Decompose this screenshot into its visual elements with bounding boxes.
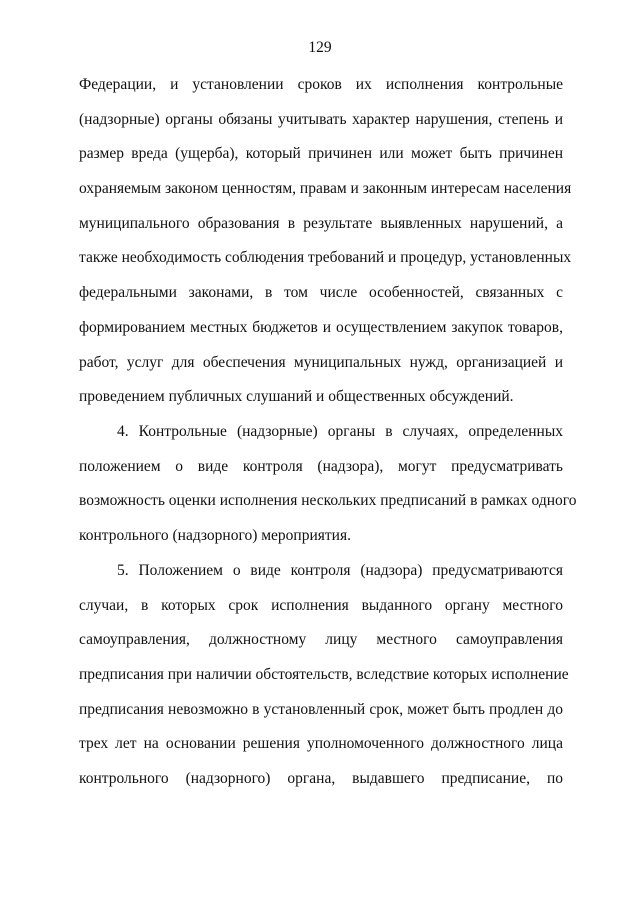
text-line: также необходимость соблюдения требований и процедур, установленных	[79, 249, 572, 267]
page-number: 129	[308, 39, 332, 56]
text-line: охраняемым законом ценностям, правам и законным интересам населения	[79, 180, 572, 198]
text-line: Федерации, и установлении сроков их исполнения контрольные	[79, 76, 563, 93]
text-line: 5. Положением о виде контроля (надзора) предусматриваются	[117, 562, 563, 579]
text-line: трех лет на основании решения уполномоченного должностного лица	[79, 735, 563, 753]
paragraph-item-4	[79, 415, 577, 554]
text-line: самоуправления, должностному лицу местного самоуправления	[79, 631, 563, 649]
text-line: предписания невозможно в установленный срок, может быть продлен до	[79, 700, 563, 718]
text-line: федеральными законами, в том числе особенностей, связанных с	[79, 284, 563, 302]
text-line: проведением публичных слушаний и общественных обсуждений.	[79, 388, 514, 406]
text-line: работ, услуг для обеспечения муниципальных нужд, организацией и	[79, 353, 563, 371]
text-line: предписания при наличии обстоятельств, вследствие которых исполнение	[79, 666, 569, 684]
paragraph-item-5	[79, 554, 569, 797]
paragraph-continuation	[79, 68, 572, 415]
text-line: муниципального образования в результате выявленных нарушений, а	[79, 214, 563, 232]
text-line: случаи, в которых срок исполнения выданного органу местного	[79, 596, 563, 614]
text-line: положением о виде контроля (надзора), могут предусматривать	[79, 457, 563, 475]
text-line: контрольного (надзорного) органа, выдавшего предписание, по	[79, 770, 563, 788]
text-line: возможность оценки исполнения нескольких предписаний в рамках одного	[79, 492, 577, 510]
text-line: (надзорные) органы обязаны учитывать характер нарушения, степень и	[79, 110, 563, 128]
text-line: формированием местных бюджетов и осуществлением закупок товаров,	[79, 318, 563, 336]
text-line: контрольного (надзорного) мероприятия.	[79, 527, 351, 545]
text-line: 4. Контрольные (надзорные) органы в случаях, определенных	[117, 423, 563, 440]
text-line: размер вреда (ущерба), который причинен или может быть причинен	[79, 145, 563, 163]
